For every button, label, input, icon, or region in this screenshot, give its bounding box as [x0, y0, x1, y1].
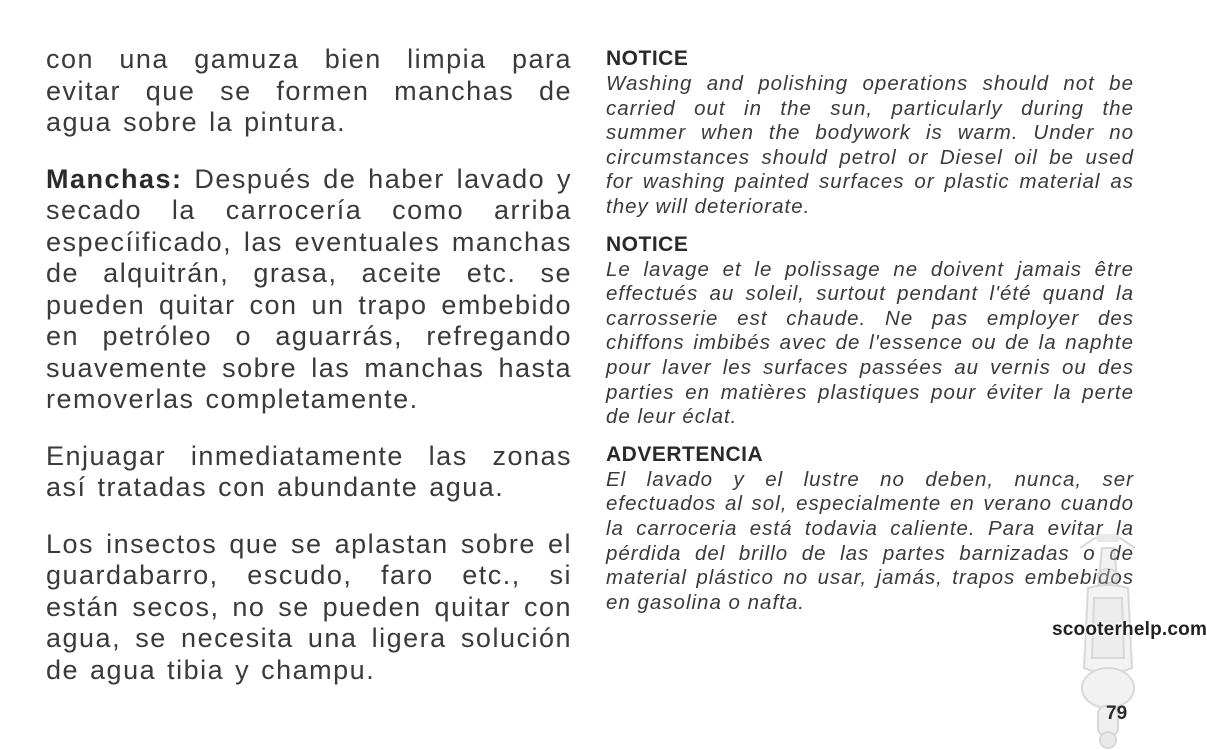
- paragraph-insects: Los insectos que se aplastan sobre el guardabarro, escudo, faro etc., si están secos, no se pueden quitar con agua, se necesita una ligera solución de agua tibia y champu.: [46, 528, 572, 685]
- notice-text: Washing and polishing operations should not be carried out in the sun, particularly during the summer when the bodywork is warm. Under no circumstances should petrol or Diesel oil be used for washing painted surfaces or plastic material as they will deteriorate.: [606, 72, 1134, 218]
- left-column: [46, 44, 572, 711]
- stains-body: Después de haber lavado y secado la carrocería como arriba especíificado, las eventuales manchas de alquitrán, grasa, aceite etc. se pueden quitar con un trapo embebido en petróleo o aguarrás, refregando suavemente sobre las manchas hasta removerlas completamente.: [46, 163, 572, 414]
- watermark-text: scooterhelp.com: [1052, 619, 1207, 640]
- notice-text: El lavado y el lustre no deben, nunca, ser efectuados al sol, especialmente en verano cuando la carroceria está todavia caliente. Para evitar la pérdida del brillo de las partes barnizadas o de material plástico no usar, jamás, trapos embebidos en gasolina o nafta.: [606, 467, 1134, 614]
- stains-lead: Manchas:: [46, 163, 183, 194]
- paragraph-rinse: Enjuagar inmediatamente las zonas así tratadas con abundante agua.: [46, 440, 572, 502]
- paragraph-stains: [46, 164, 572, 416]
- notice-french: [606, 232, 1134, 430]
- paragraph-drying: con una gamuza bien limpia para evitar que se formen manchas de agua sobre la pintura.: [46, 44, 572, 137]
- page-number: 79: [1106, 703, 1128, 724]
- notice-text: Le lavage et le polissage ne doivent jamais être effectués au soleil, surtout pendant l'été quand la carrosserie est chaude. Ne pas employer des chiffons imbibés avec de l'essence ou de la naphte pour laver les surfaces passées au vernis ou des parties en matières plastiques pour éviter la perte de leur éclat.: [606, 257, 1134, 429]
- notice-heading: ADVERTENCIA: [606, 442, 764, 466]
- notice-heading: NOTICE: [606, 47, 689, 70]
- notice-english: [606, 46, 1134, 220]
- notice-heading: NOTICE: [606, 232, 689, 256]
